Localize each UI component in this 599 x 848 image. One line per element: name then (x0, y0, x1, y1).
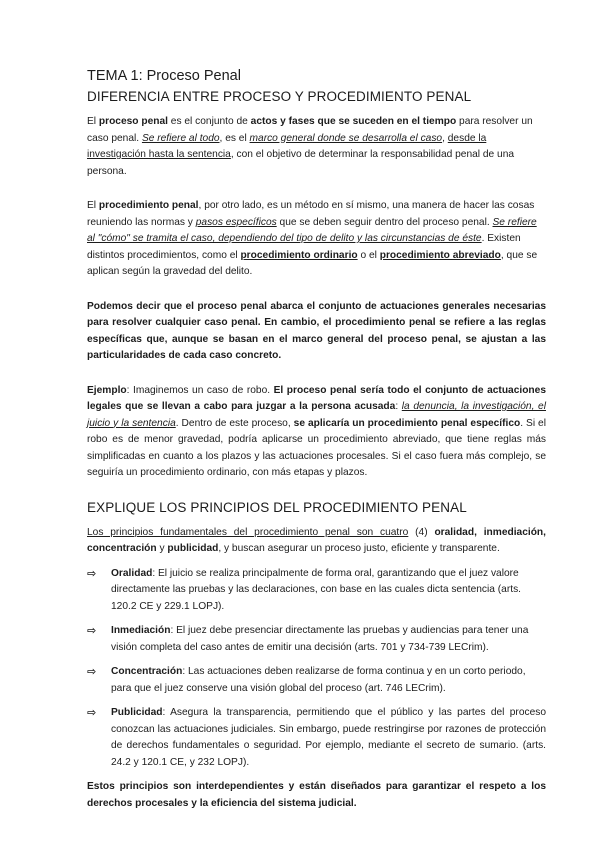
list-item-publicidad: ⇨ Publicidad: Asegura la transparencia, permitiendo que el público y las partes del proceso conozcan las actuaciones judiciales. Sin embargo, puede restringirse por razones de protección de derechos fundamentales o seguridad. Por ejemplo, mediante el secreto de sumario. (arts. 24.2 y 120.1 CE, y 232 LOPJ). (87, 707, 546, 768)
principles-list (87, 566, 546, 772)
arrow-right-icon: ⇨ (87, 625, 97, 637)
arrow-right-icon: ⇨ (87, 666, 97, 678)
paragraph-closing: Estos principios son interdependientes y están diseñados para garantizar el respeto a los derechos procesales y la eficiencia del sistema judicial. (87, 781, 546, 809)
page-title: TEMA 1: Proceso Penal (87, 68, 241, 84)
list-item-oralidad: ⇨ Oralidad: El juicio se realiza principalmente de forma oral, garantizando que el juez valore directamente las pruebas y las declaraciones, con base en las cuales dicta sentencia (arts. 120.2 CE y 229.1 LOPJ). (87, 567, 521, 612)
list-item-concentracion: ⇨ Concentración: Las actuaciones deben realizarse de forma continua y en un corto periodo, para que el juez conserve una visión global del proceso (art. 746 LECrim). (87, 666, 526, 694)
arrow-right-icon: ⇨ (87, 707, 97, 719)
paragraph-principles-intro: Los principios fundamentales del procedimiento penal son cuatro (4) oralidad, inmediación, concentración y publicidad, y buscan asegurar un proceso justo, eficiente y transparente. (87, 526, 546, 554)
section-heading-principios: EXPLIQUE LOS PRINCIPIOS DEL PROCEDIMIENTO PENAL (87, 499, 467, 515)
paragraph-procedimiento-penal: El procedimiento penal, por otro lado, es un método en sí mismo, una manera de hacer las cosas reuniendo las normas y pasos específicos que se deben seguir dentro del proceso penal. Se refiere al "cómo" se tramita el caso, dependiendo del tipo de delito y las circunstancias de éste. Existen distintos procedimientos, como el procedimiento ordinario o el procedimiento abreviado, que se aplican según la gravedad del delito. (87, 200, 538, 277)
paragraph-example: Ejemplo: Imaginemos un caso de robo. El proceso penal sería todo el conjunto de actuaciones legales que se llevan a cabo para juzgar a la persona acusada: la denuncia, la investigación, el juicio y la sentencia. Dentro de este proceso, se aplicaría un procedimiento penal específico. Si el robo es de menor gravedad, podría aplicarse un procedimiento abreviado, que tiene reglas más simplificadas en cuanto a los plazos y las actuaciones procesales. Si el caso fuera más complejo, se seguiría un procedimiento ordinario, con más etapas y plazos. (87, 384, 546, 478)
section-heading-diferencia: DIFERENCIA ENTRE PROCESO Y PROCEDIMIENTO PENAL (87, 89, 472, 104)
arrow-right-icon: ⇨ (87, 567, 97, 580)
paragraph-proceso-penal: El proceso penal es el conjunto de actos y fases que se suceden en el tiempo para resolver un caso penal. Se refiere al todo, es el marco general donde se desarrolla el caso, desde la investigación hasta la sentencia, con el objetivo de determinar la responsabilidad penal de una persona. (87, 116, 533, 177)
paragraph-summary: Podemos decir que el proceso penal abarca el conjunto de actuaciones generales necesarias para resolver cualquier caso penal. En cambio, el procedimiento penal se refiere a las reglas específicas que, aunque se basan en el marco general del proceso penal, se ajustan a las particularidades de cada caso concreto. (87, 300, 546, 361)
list-item-inmediacion: ⇨ Inmediación: El juez debe presenciar directamente las pruebas y audiencias para tener una visión completa del caso antes de emitir una decisión (arts. 701 y 734-739 LECrim). (87, 625, 529, 653)
